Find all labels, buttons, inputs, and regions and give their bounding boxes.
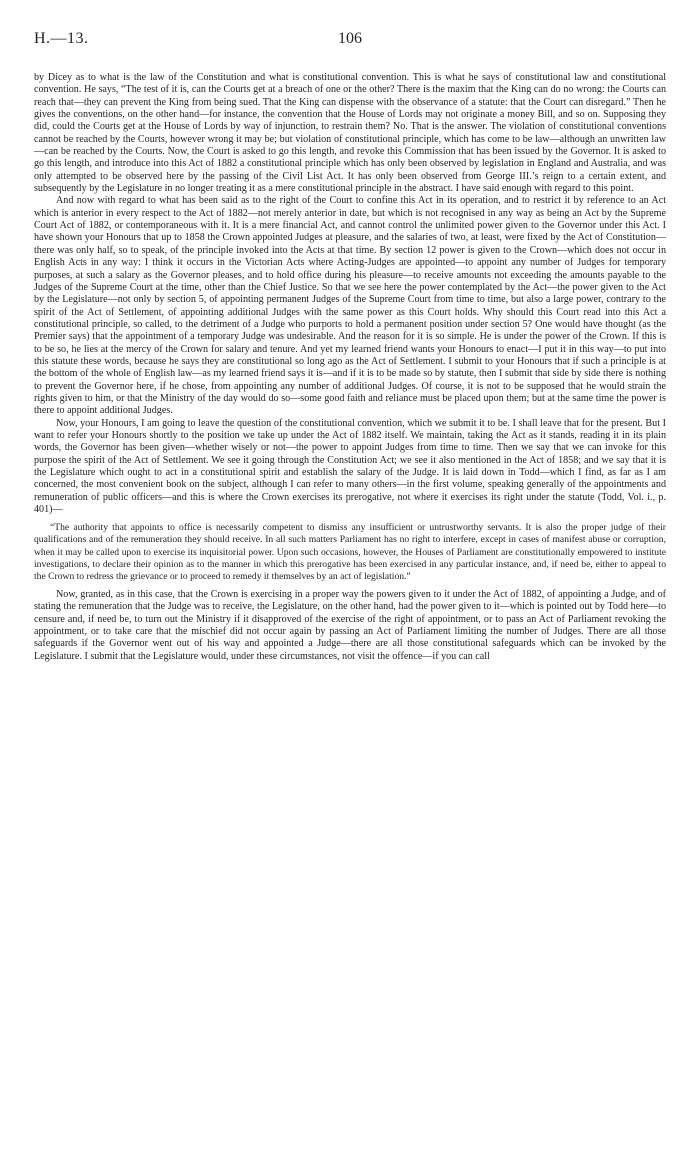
paragraph: Now, your Honours, I am going to leave the question of the constitutional convention, which we submit it to be. I shall leave that for the present. But I want to refer your Honours shortly to the position we take up under the Act of 1882 itself. We maintain, taking the Act as it stands, reading it in its plain words, the Governor has been given—whether wisely or not—the power to appoint Judges from time to time. Then we say that we can invoke for this purpose the spirit of the Act of Settlement. We see it going through the Constitution Act; we see it also mentioned in the Act of 1858; and we say that it is the Legislature which ought to act in a constitutional spirit and establish the salary of the Judge. It is laid down in Todd—which I find, as far as I am concerned, the most convenient book on the subject, although I can refer to many others—in the first volume, speaking generally of the appointments and remuneration of public officers—and this is where the Crown exercises its prerogative, not where it exercises its right under the statute (Todd, Vol. i., p. 401)— bbox=[34, 417, 666, 516]
body-text bbox=[34, 72, 666, 663]
document-page bbox=[34, 30, 666, 663]
paragraph: Now, granted, as in this case, that the Crown is exercising in a proper way the powers given to it under the Act of 1882, of appointing a Judge, and of stating the remuneration that the Judge was to receive, the Legislature, on the other hand, had the power given to it—which is pointed out by Todd here—to censure and, if need be, to turn out the Ministry if it disapproved of the exercise of the right of appointment, or to pass an Act of Parliament revoking the appointment, or to take care that the mischief did not occur again by passing an Act of Parliament limiting the number of Judges. There are all those safeguards if the Governor went out of his way and appointed a Judge—there are all those constitutional safeguards which can be invoked by the Legislature. I submit that the Legislature would, under these circumstances, not visit the offence—if you can call bbox=[34, 588, 666, 662]
page-header bbox=[34, 30, 666, 58]
paragraph: by Dicey as to what is the law of the Constitution and what is constitutional convention. This is what he says of constitutional law and constitutional convention. He says, “The test of it is, can the Courts get at a breach of one or the other? There is the maxim that the King can do no wrong: the Courts can reach that—they can prevent the King from being sued. That the King can dispense with the observance of a statute: that the Court can disregard.” Then he gives the conventions, on the other hand—for instance, the convention that the House of Lords may not originate a money Bill, and so on. Supposing they did, could the Courts get at the House of Lords by way of injunction, to restrain them? No. That is the answer. The violation of constitutional conventions cannot be reached by the Courts, however wrong it may be; but violation of constitutional principle, which has come to be law—although an unwritten law—can be reached by the Courts. Now, the Court is asked to go this length, and revoke this Commission that has been issued by the Governor. It is asked to go this length, and introduce into this Act of 1882 a constitutional principle which has only been observed by legislation in England and Australia, and was only attempted to be observed here by the passing of the Civil List Act. It has only been observed from George III.’s reign to a certain extent, and subsequently by the Legislature in no longer treating it as a mere constitutional principle in the abstract. I have said enough with regard to this point. bbox=[34, 72, 666, 195]
document-reference: H.—13. bbox=[34, 30, 89, 47]
page-number: 106 bbox=[338, 30, 362, 47]
block-quote: “The authority that appoints to office is necessarily competent to dismiss any insufficient or untrustworthy servants. It is also the proper judge of their qualifications and of the remuneration they should receive. In all such matters Parliament has no right to interfere, except in cases of manifest abuse or corruption, when it may be called upon to exercise its inquisitorial power. Upon such occasions, however, the Houses of Parliament are constitutionally empowered to institute investigations, to declare their opinion as to the manner in which this prerogative has been exercised in any particular instance, and, if need be, either to appeal to the Crown to redress the grievance or to proceed to remedy it themselves by an act of legislation.” bbox=[34, 522, 666, 582]
paragraph: And now with regard to what has been said as to the right of the Court to confine this Act in its operation, and to restrict it by reference to an Act which is anterior in every respect to the Act of 1882—not merely anterior in date, but which is not recognised in any way as being an Act by the Supreme Court Act of 1882, or contemporaneous with it. It is a mere financial Act, and cannot control the unlimited power given to the Governor under this Act. I have shown your Honours that up to 1858 the Crown appointed Judges at pleasure, and the salaries of two, at least, were fixed by the Act of Constitution—there was only half, so to speak, of the principle invoked into the Acts at that time. By section 12 power is given to the Crown—which does not occur in English Acts in any way: I think it occurs in the Victorian Acts where Acting-Judges are appointed—to appoint any number of Judges for temporary purposes, at such a salary as the Governor pleases, and to hold office during his pleasure—to receive amounts not exceeding the amounts payable to the Judges of the Supreme Court at the time, other than the Chief Justice. So that we see here the power contemplated by the Act—the power given to the Act by the Legislature—not only by section 5, of appointing permanent Judges of the Supreme Court from time to time, but also a large power, contrary to the spirit of the Act of Settlement, of appointing additional Judges with the same power as this Court holds. Why should this Court read into this Act a constitutional principle, so called, to the detriment of a Judge who purports to hold a permanent position under section 5? One would have thought (as the Premier says) that the appointment of a temporary Judge was undesirable. And the reason for it is so simple. He is under the power of the Crown. If this is to be so, he lies at the mercy of the Crown for salary and tenure. And yet my learned friend wants your Honours to enact—I put it in this way—to put into this statute these words, because he says they are constitutional so long ago as the Act of Settlement. I submit to your Honours that if such a principle is at the bottom of the whole of English law—as my learned friend says it is—and if it is to be made so by statute, then I submit that side by side there is nothing to prevent the Governor here, if he chose, from appointing any number of additional Judges. Of course, it is not to be supposed that he would strain the rights given to him, or that the Ministry of the day would do so—some good faith and reliance must be placed upon them; but at the same time the power is there to appoint additional Judges. bbox=[34, 195, 666, 417]
